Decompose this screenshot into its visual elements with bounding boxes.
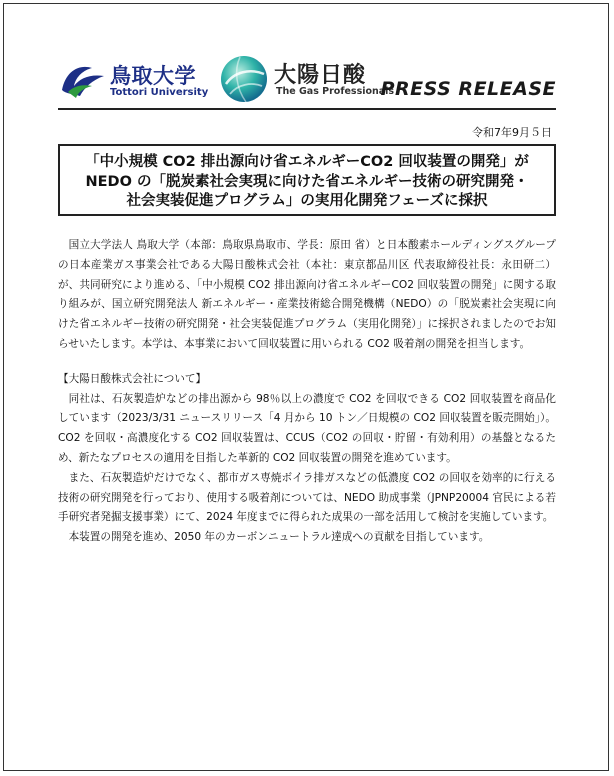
article-body [58, 236, 556, 548]
body-paragraph-3: 本装置の開発を進め、2050 年のカーボンニュートラル達成への貢献を目指しています。 [68, 531, 490, 544]
letterhead [58, 54, 556, 106]
taiyo-nippon-sanso-logo [220, 54, 395, 106]
body-paragraph-1: 同社は、石灰製造炉などの排出源から 98％以上の濃度で CO2 を回収できる CO2 回収装置を商品化しています（2023/3/31 ニュースリリース「4 月から 10 トン／日規模の CO2 回収装置を販売開始」）。CO2 を回収・高濃度化する CO2 回収装置は、CCUS（CO2 の回収・貯留・有効利用）の基盤となるため、新たなプロセスの適用を目指した革新的 CO2 回収装置の開発を進めています。 [58, 392, 556, 464]
release-date: 令和7年9月５日 [472, 126, 552, 139]
tottori-university-logo [58, 54, 208, 106]
headline-box [58, 144, 556, 216]
tottori-name-en: Tottori University [110, 87, 209, 98]
globe-icon [220, 54, 268, 104]
taiyo-name-en: The Gas Professionals [276, 86, 395, 97]
body-paragraph-2: また、石灰製造炉だけでなく、都市ガス専焼ボイラ排ガスなどの低濃度 CO2 の回収を効率的に行える技術の研究開発を行っており、使用する吸着剤については、NEDO 助成事業（JPNP20004 官民による若手研究者発掘支援事業）にて、2024 年度までに得られた成果の一部を活用して検討を実施しています。 [58, 471, 556, 524]
section-heading: 【大陽日酸株式会社について】 [58, 372, 207, 385]
press-release-label: PRESS RELEASE [380, 78, 556, 100]
header-divider [58, 108, 556, 110]
headline-line-3: 社会実装促進プログラム」の実用化開発フェーズに採択 [126, 193, 488, 209]
headline-line-2: NEDO の「脱炭素社会実現に向けた省エネルギー技術の研究開発・ [85, 173, 529, 190]
taiyo-name-jp: 大陽日酸 [274, 63, 367, 88]
intro-paragraph: 国立大学法人 鳥取大学（本部：鳥取県鳥取市、学長：原田 省）と日本酸素ホールディングスグループの日本産業ガス事業会社である大陽日酸株式会社（本社：東京都品川区 代表取締役社長：永田研二）が、共同研究により進める、「中小規模 CO2 排出源向け省エネルギーCO2 回収装置の開発」に関する取り組みが、国立研究開発法人 新エネルギー・産業技術総合開発機構（NEDO）の「脱炭素社会実現に向けた省エネルギー技術の研究開発・社会実装促進プログラム（実用化開発）」に採択されましたのでお知らせいたします。本学は、本事業において回収装置に用いられる CO2 吸着剤の開発を担当します。 [58, 239, 556, 350]
tottori-name-jp: 鳥取大学 [110, 64, 196, 88]
headline-line-1: 「中小規模 CO2 排出源向け省エネルギーCO2 回収装置の開発」が [85, 154, 529, 170]
tottori-bird-icon [58, 60, 108, 100]
